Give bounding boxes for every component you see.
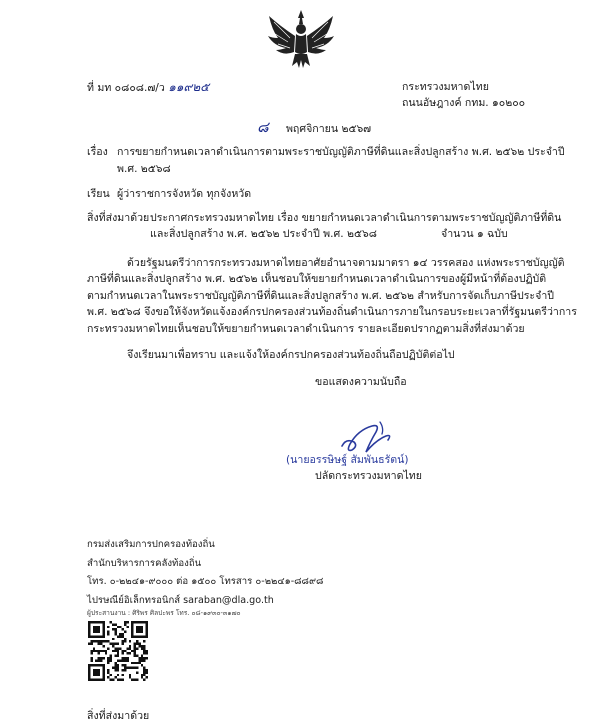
- enclosure-label: สิ่งที่ส่งมาด้วย: [87, 212, 150, 224]
- recipient: ผู้ว่าราชการจังหวัด ทุกจังหวัด: [117, 188, 252, 200]
- reference-handwritten-number: ๑๑๙๒๕: [168, 80, 210, 94]
- enclosure-line-2: และสิ่งปลูกสร้าง พ.ศ. ๒๕๖๒ ประจำปี พ.ศ. ๒๕๖๘: [150, 228, 377, 240]
- phone-fax: โทร. ๐-๒๒๔๑-๙๐๐๐ ต่อ ๑๕๐๐ โทรสาร ๐-๒๒๔๑-๘๘๙๘: [87, 576, 324, 587]
- letter-date: [257, 120, 371, 136]
- email: ไปรษณีย์อิเล็กทรอนิกส์ saraban@dla.go.th: [87, 595, 274, 606]
- recipient-label: เรียน: [87, 188, 110, 200]
- body-line: ด้วยรัฐมนตรีว่าการกระทรวงมหาดไทยอาศัยอำนาจตามมาตรา ๑๔ วรรคสอง แห่งพระราชบัญญัติ: [127, 257, 565, 269]
- body-paragraph: [87, 255, 577, 337]
- ministry-address: ถนนอัษฎางค์ กทม. ๑๐๒๐๐: [402, 97, 526, 109]
- closing-request: จึงเรียนมาเพื่อทราบ และแจ้งให้องค์กรปกครองส่วนท้องถิ่นถือปฏิบัติต่อไป: [127, 349, 455, 361]
- subject-label: เรื่อง: [87, 146, 108, 158]
- subject-line-1: การขยายกำหนดเวลาดำเนินการตามพระราชบัญญัติภาษีที่ดินและสิ่งปลูกสร้าง พ.ศ. ๒๕๖๒ ประจำปี: [117, 146, 565, 158]
- reference-prefix: ที่ มท ๐๘๐๘.๗/ว: [87, 82, 165, 94]
- signatory-name: (นายอรรษิษฐ์ สัมพันธรัตน์): [286, 454, 409, 466]
- regards: ขอแสดงความนับถือ: [315, 376, 407, 388]
- garuda-emblem-icon: [266, 8, 336, 70]
- body-line: ตามกำหนดเวลาในพระราชบัญญัติภาษีที่ดินและสิ่งปลูกสร้าง พ.ศ. ๒๕๖๒ สำหรับการจัดเก็บภาษีประจำปี: [87, 289, 554, 302]
- reference-number: [87, 80, 209, 95]
- body-line: กระทรวงมหาดไทยเห็นชอบให้ขยายกำหนดเวลาดำเนินการ รายละเอียดปรากฏตามสิ่งที่ส่งมาด้วย: [87, 322, 525, 335]
- enclosure-count: จำนวน ๑ ฉบับ: [441, 228, 508, 240]
- ministry-name: กระทรวงมหาดไทย: [402, 81, 489, 93]
- office-name: สำนักบริหารการคลังท้องถิ่น: [87, 558, 202, 569]
- body-line: ภาษีที่ดินและสิ่งปลูกสร้าง พ.ศ. ๒๕๖๒ เห็นชอบให้ขยายกำหนดเวลาดำเนินการของผู้มีหน้าที่ต้องปฏิบัติ: [87, 273, 547, 286]
- subject-line-2: พ.ศ. ๒๕๖๘: [117, 163, 171, 175]
- enclosure-line-1: ประกาศกระทรวงมหาดไทย เรื่อง ขยายกำหนดเวลาดำเนินการตามพระราชบัญญัติภาษีที่ดิน: [150, 212, 562, 224]
- coordinator: ผู้ประสานงาน : ศิริพร ศิลปะพร โทร. ๐๘-๑๙๓๐-๓๑๗๐: [87, 609, 241, 617]
- date-day-handwritten: ๘: [257, 118, 269, 136]
- body-line: พ.ศ. ๒๕๖๘ จึงขอให้จังหวัดแจ้งองค์กรปกครองส่วนท้องถิ่นดำเนินการภายในกรอบระยะเวลาที่รัฐมนตรีว่าการ: [87, 306, 577, 319]
- signatory-position: ปลัดกระทรวงมหาดไทย: [315, 470, 422, 482]
- signature-icon: [336, 416, 396, 458]
- department-name: กรมส่งเสริมการปกครองท้องถิ่น: [87, 539, 215, 550]
- date-month-year: พฤศจิกายน ๒๕๖๗: [285, 123, 372, 135]
- qr-code-icon: [88, 621, 148, 681]
- attachment-label: สิ่งที่ส่งมาด้วย: [87, 710, 150, 722]
